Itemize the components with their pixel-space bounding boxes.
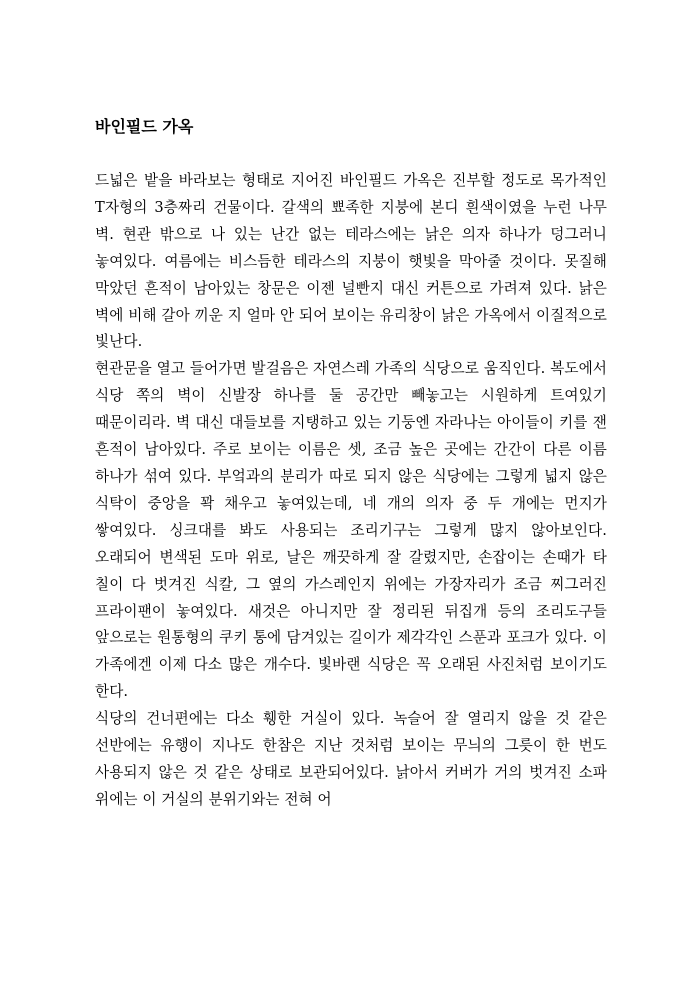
paragraph-dining-room: 현관문을 열고 들어가면 발걸음은 자연스레 가족의 식당으로 움직인다. 복도에서 식당 쪽의 벽이 신발장 하나를 둘 공간만 빼놓고는 시원하게 트여있기 때문이리라. 벽 대신 대들보를 지탱하고 있는 기둥엔 자라나는 아이들이 키를 잰 흔적이 남아있다. 주로 보이는 이름은 셋, 조금 높은 곳에는 간간이 다른 이름 하나가 섞여 있다. 부엌과의 분리가 따로 되지 않은 식당에는 그렇게 넓지 않은 식탁이 중앙을 꽉 채우고 놓여있는데, 네 개의 의자 중 두 개에는 먼지가 쌓여있다. 싱크대를 봐도 사용되는 조리기구는 그렇게 많지 않아보인다. 오래되어 변색된 도마 위로, 날은 깨끗하게 잘 갈렸지만, 손잡이는 손때가 타 칠이 다 벗겨진 식칼, 그 옆의 가스레인지 위에는 가장자리가 조금 찌그러진 프라이팬이 놓여있다. 새것은 아니지만 잘 정리된 뒤집개 등의 조리도구들 앞으로는 원통형의 쿠키 통에 담겨있는 길이가 제각각인 스푼과 포크가 있다. 이 가족에겐 이제 다소 많은 개수다. 빛바랜 식당은 꼭 오래된 사진처럼 보이기도 한다. bbox=[95, 360, 607, 701]
document-body bbox=[95, 168, 607, 814]
paragraph-exterior: 드넓은 밭을 바라보는 형태로 지어진 바인필드 가옥은 진부할 정도로 목가적인 T자형의 3층짜리 건물이다. 갈색의 뾰족한 지붕에 본디 흰색이였을 누런 나무 벽. 현관 밖으로 나 있는 난간 없는 테라스에는 낡은 의자 하나가 덩그러니 놓여있다. 여름에는 비스듬한 테라스의 지붕이 햇빛을 막아줄 것이다. 못질해 막았던 흔적이 남아있는 창문은 이젠 널빤지 대신 커튼으로 가려져 있다. 낡은 벽에 비해 갈아 끼운 지 얼마 안 되어 보이는 유리창이 낡은 가옥에서 이질적으로 빛난다. bbox=[95, 172, 607, 351]
paragraph-living-room: 식당의 건너편에는 다소 휑한 거실이 있다. 녹슬어 잘 열리지 않을 것 같은 선반에는 유행이 지나도 한참은 지난 것처럼 보이는 무늬의 그릇이 한 번도 사용되지 않은 것 같은 상태로 보관되어있다. 낡아서 커버가 거의 벗겨진 소파 위에는 이 거실의 분위기와는 전혀 어 bbox=[95, 710, 607, 808]
document-title: 바인필드 가옥 bbox=[95, 117, 194, 136]
